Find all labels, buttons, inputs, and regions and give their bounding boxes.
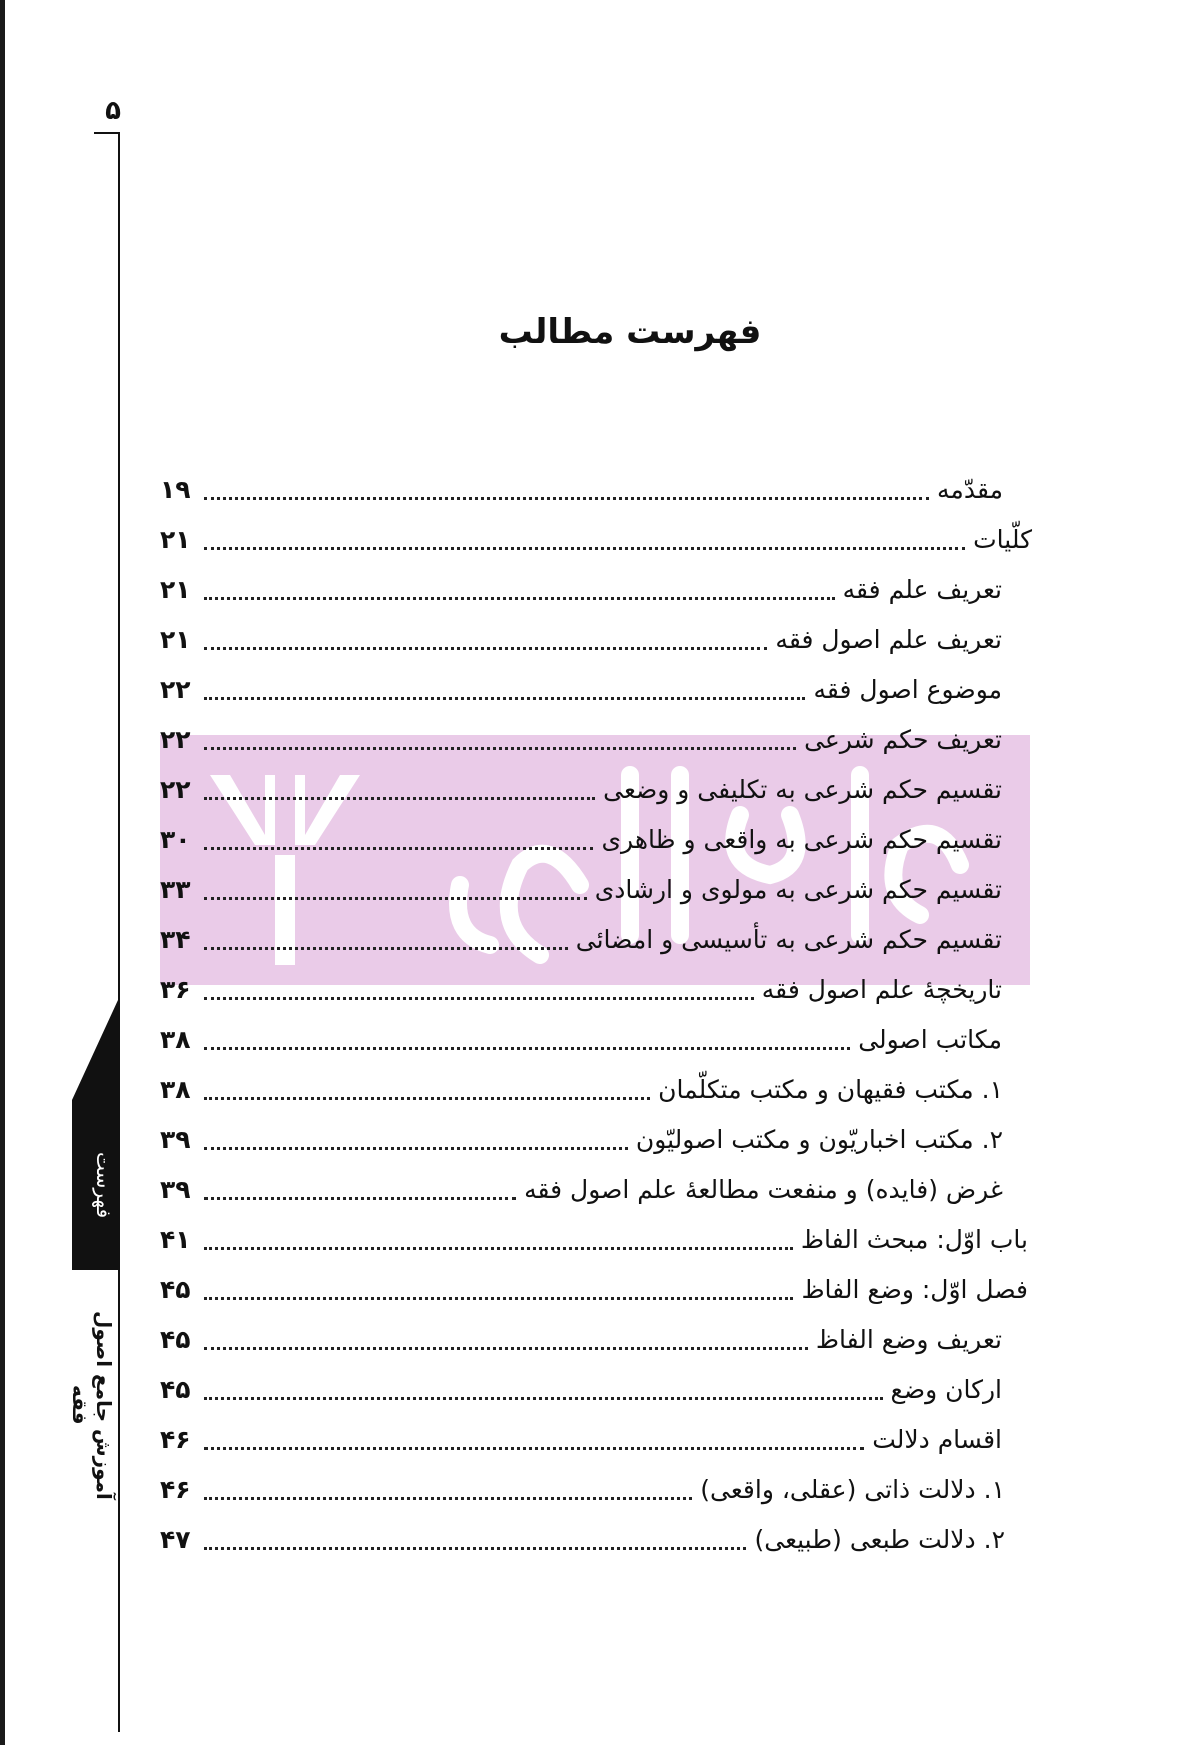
toc-entry-title: ارکان وضع — [890, 1375, 1002, 1404]
toc-page-number: ۲۱ — [160, 575, 191, 604]
toc-dot-leader — [204, 1197, 516, 1200]
toc-row — [160, 520, 1032, 560]
toc-entry-title: تعریف وضع الفاظ — [815, 1325, 1002, 1354]
toc-dot-leader — [204, 1497, 692, 1500]
toc-row — [160, 1520, 1005, 1560]
toc-row — [160, 1370, 1002, 1410]
toc-dot-leader — [204, 497, 929, 500]
toc-dot-leader — [204, 747, 796, 750]
toc-row — [160, 820, 1002, 860]
toc-dot-leader — [204, 697, 805, 700]
toc-dot-leader — [204, 1297, 793, 1300]
side-book-title: آموزش جامع اصول فقه — [68, 1310, 116, 1500]
toc-dot-leader — [204, 1397, 883, 1400]
toc-entry-title: ۲. دلالت طبعی (طبیعی) — [754, 1525, 1005, 1554]
toc-dot-leader — [204, 1347, 808, 1350]
toc-page-number: ۴۵ — [160, 1275, 191, 1304]
toc-page-number: ۲۲ — [160, 675, 191, 704]
toc-page-number: ۲۲ — [160, 725, 191, 754]
toc-row — [160, 870, 1002, 910]
toc-entry-title: اقسام دلالت — [872, 1425, 1002, 1454]
toc-page-number: ۳۸ — [160, 1075, 191, 1104]
toc-entry-title: باب اوّل: مبحث الفاظ — [800, 1225, 1028, 1254]
toc-entry-title: تعریف علم اصول فقه — [775, 625, 1002, 654]
toc-page-number: ۴۱ — [160, 1225, 191, 1254]
toc-dot-leader — [204, 797, 595, 800]
toc-row — [160, 1120, 1003, 1160]
toc-entry-title: ۱. دلالت ذاتی (عقلی، واقعی) — [700, 1475, 1005, 1504]
toc-page-number: ۳۳ — [160, 875, 191, 904]
toc-entry-title: فصل اوّل: وضع الفاظ — [801, 1275, 1028, 1304]
page-binding-edge — [0, 0, 5, 1745]
toc-row — [160, 1470, 1005, 1510]
toc-dot-leader — [204, 1247, 793, 1250]
toc-row — [160, 920, 1002, 960]
toc-dot-leader — [204, 597, 835, 600]
toc-dot-leader — [204, 1147, 628, 1150]
toc-dot-leader — [204, 947, 568, 950]
margin-rule — [118, 132, 120, 1732]
toc-dot-leader — [204, 997, 754, 1000]
toc-row — [160, 770, 1002, 810]
toc-entry-title: ۱. مکتب فقیهان و مکتب متکلّمان — [658, 1075, 1003, 1104]
toc-dot-leader — [204, 1547, 746, 1550]
toc-entry-title: مقدّمه — [937, 475, 1003, 504]
toc-dot-leader — [204, 1447, 864, 1450]
toc-entry-title: مکاتب اصولی — [858, 1025, 1002, 1054]
toc-page-number: ۴۶ — [160, 1475, 191, 1504]
toc-entry-title: تاریخچهٔ علم اصول فقه — [761, 975, 1002, 1004]
toc-page-number: ۳۸ — [160, 1025, 191, 1054]
toc-entry-title: تقسیم حکم شرعی به تأسیسی و امضائی — [575, 925, 1002, 954]
toc-dot-leader — [204, 647, 767, 650]
toc-row — [160, 620, 1002, 660]
toc-entry-title: کلّیات — [973, 525, 1032, 554]
toc-page-number: ۴۵ — [160, 1325, 191, 1354]
toc-page-number: ۴۵ — [160, 1375, 191, 1404]
toc-row — [160, 720, 1002, 760]
toc-row — [160, 1070, 1003, 1110]
toc-row — [160, 1020, 1002, 1060]
toc-row — [160, 1270, 1028, 1310]
toc-entry-title: ۲. مکتب اخباریّون و مکتب اصولیّون — [635, 1125, 1003, 1154]
toc-page-number: ۲۱ — [160, 525, 191, 554]
page-number: ۵ — [105, 96, 121, 126]
toc-row — [160, 470, 1003, 510]
toc-entry-title: تقسیم حکم شرعی به واقعی و ظاهری — [601, 825, 1002, 854]
toc-entry-title: تقسیم حکم شرعی به مولوی و ارشادی — [594, 875, 1002, 904]
toc-page-number: ۲۱ — [160, 625, 191, 654]
toc-dot-leader — [204, 547, 965, 550]
toc-entry-title: موضوع اصول فقه — [813, 675, 1002, 704]
toc-entry-title: تعریف حکم شرعی — [804, 725, 1002, 754]
toc-dot-leader — [204, 1097, 650, 1100]
page-title: فهرست مطالب — [498, 312, 762, 352]
toc-row — [160, 1420, 1002, 1460]
toc-page-number: ۴۶ — [160, 1425, 191, 1454]
toc-entry-title: غرض (فایده) و منفعت مطالعهٔ علم اصول فقه — [524, 1175, 1003, 1204]
toc-row — [160, 970, 1002, 1010]
toc-page-number: ۳۰ — [160, 825, 191, 854]
toc-dot-leader — [204, 897, 587, 900]
toc-page-number: ۳۹ — [160, 1125, 191, 1154]
toc-page-number: ۳۴ — [160, 925, 191, 954]
side-tab-label: فهرست — [92, 1151, 116, 1219]
toc-row — [160, 570, 1002, 610]
toc-dot-leader — [204, 1047, 850, 1050]
toc-page-number: ۳۶ — [160, 975, 191, 1004]
toc-row — [160, 1320, 1002, 1360]
toc-row — [160, 1170, 1003, 1210]
toc-page-number: ۱۹ — [160, 475, 191, 504]
toc-page-number: ۴۷ — [160, 1525, 191, 1554]
toc-row — [160, 670, 1002, 710]
toc-page-number: ۲۲ — [160, 775, 191, 804]
toc-row — [160, 1220, 1028, 1260]
toc-dot-leader — [204, 847, 593, 850]
toc-page-number: ۳۹ — [160, 1175, 191, 1204]
toc-entry-title: تعریف علم فقه — [842, 575, 1002, 604]
margin-rule-top — [94, 132, 120, 134]
toc-entry-title: تقسیم حکم شرعی به تکلیفی و وضعی — [603, 775, 1002, 804]
